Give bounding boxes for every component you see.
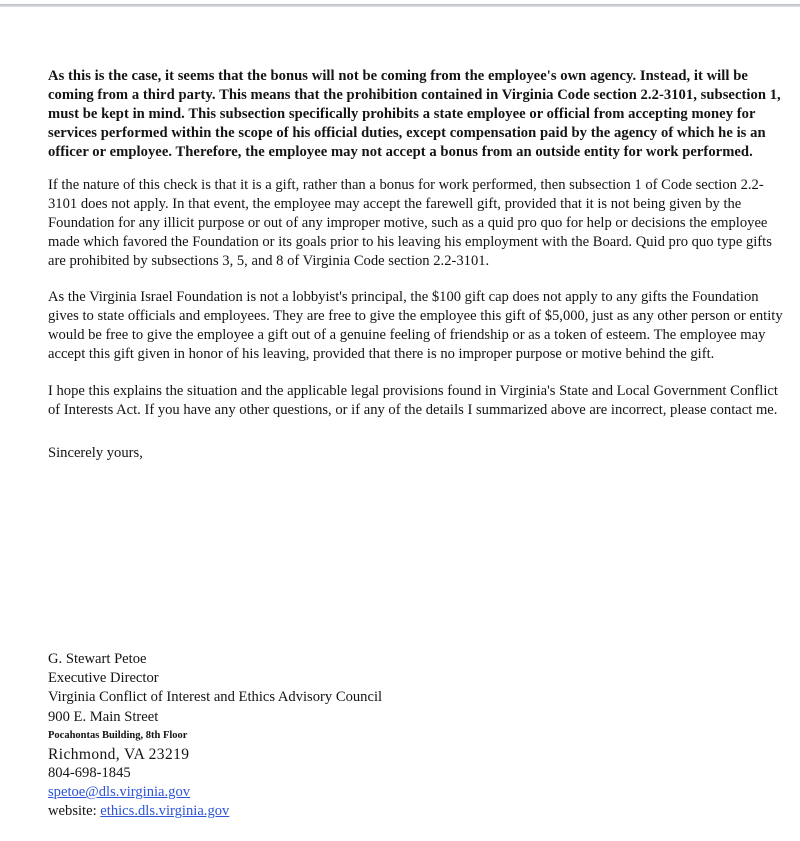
paragraph-gift-exception: If the nature of this check is that it is a gift, rather than a bonus for work performed, then subsection 1 of Code section 2.2-3101 does not apply. In that event, the employee may accept the farewell gift, provided that it is not being given by the Foundation for any illicit purpose or out of any improper motive, such as a quid pro quo for help or decisions the employee made which favored the Foundation or its goals prior to his leaving his employment with the Board. Quid pro quo type gifts are prohibited by subsections 3, 5, and 8 of Virginia Code section 2.2-3101. bbox=[48, 177, 772, 269]
closing-salutation: Sincerely yours, bbox=[48, 445, 143, 461]
website-link[interactable]: ethics.dls.virginia.gov bbox=[100, 803, 230, 820]
address-city: Richmond, VA 23219 bbox=[48, 745, 190, 763]
signer-title: Executive Director bbox=[48, 670, 159, 687]
paragraph-gift-cap: As the Virginia Israel Foundation is not a lobbyist's principal, the $100 gift cap does not apply to any gifts the Foundation gives to state officials and employees. They are free to give the employee this gift of $5,000, just as any other person or entity would be free to give the employee a gift out of a genuine feeling of friendship or as a token of esteem. The employee may accept this gift given in honor of his leaving, provided that there is no improper purpose or motive behind the gift. bbox=[48, 289, 783, 362]
page-top-rule bbox=[0, 4, 800, 7]
paragraph-bonus-prohibition: As this is the case, it seems that the bonus will not be coming from the employee's own agency. Instead, it will be coming from a third party. This means that the prohibition contained in Virginia Code section 2.2-3101, subsection 1, must be kept in mind. This subsection specifically prohibits a state employee or official from accepting money for services performed within the scope of his official duties, except compensation paid by the agency of which he is an officer or employee. Therefore, the employee may not accept a bonus from an outside entity for work performed. bbox=[48, 68, 781, 160]
phone-number: 804-698-1845 bbox=[48, 765, 131, 782]
signature-block bbox=[48, 650, 548, 822]
paragraph-closing-remarks: I hope this explains the situation and the applicable legal provisions found in Virginia's State and Local Government Conflict of Interests Act. If you have any other questions, or if any of the details I summarized above are incorrect, please contact me. bbox=[48, 383, 778, 418]
email-link[interactable]: spetoe@dls.virginia.gov bbox=[48, 784, 191, 801]
website-label: website: bbox=[48, 803, 97, 820]
signer-name: G. Stewart Petoe bbox=[48, 651, 147, 667]
letter-body bbox=[48, 67, 788, 463]
signer-organization: Virginia Conflict of Interest and Ethics Advisory Council bbox=[48, 689, 383, 706]
address-building: Pocahontas Building, 8th Floor bbox=[48, 729, 188, 741]
address-street: 900 E. Main Street bbox=[48, 708, 159, 725]
